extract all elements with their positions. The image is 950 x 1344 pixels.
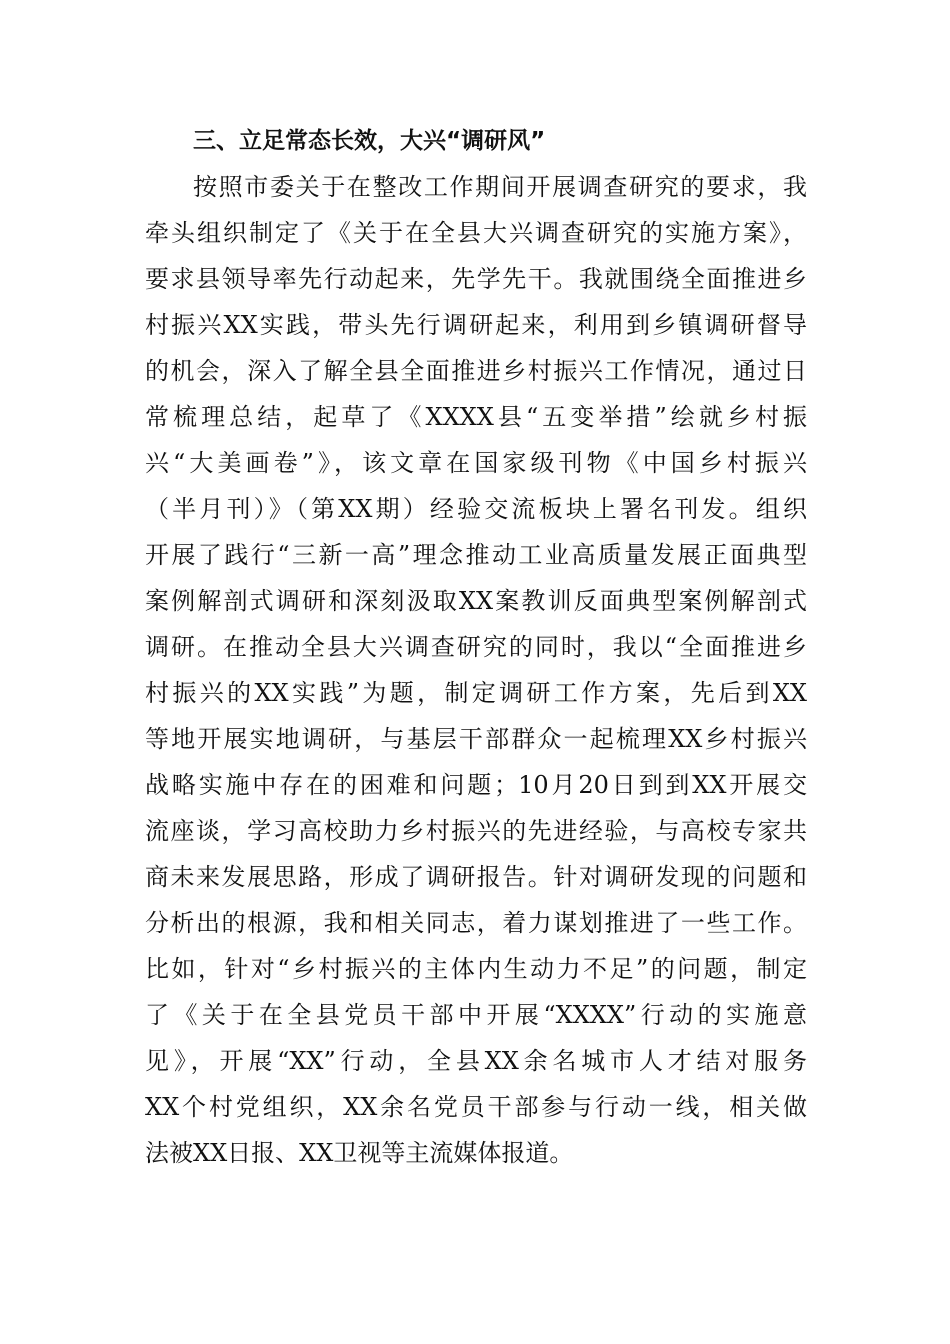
paragraph-line: 村振兴XX实践，带头先行调研起来，利用到乡镇调研督导 <box>145 311 807 339</box>
paragraph-line: 案例解剖式调研和深刻汲取XX案教训反面典型案例解剖式 <box>145 587 807 615</box>
paragraph-line: 商未来发展思路，形成了调研报告。针对调研发现的问题和 <box>145 863 807 891</box>
paragraph-line: 比如，针对“乡村振兴的主体内生动力不足”的问题，制定 <box>145 955 807 983</box>
paragraph-line: 调研。在推动全县大兴调查研究的同时，我以“全面推进乡 <box>145 633 807 661</box>
paragraph-line: 常梳理总结，起草了《XXXX县“五变举措”绘就乡村振 <box>145 403 807 431</box>
paragraph-line: 村振兴的XX实践”为题，制定调研工作方案，先后到XX <box>145 679 807 707</box>
paragraph-line: （半月刊）》（第XX期）经验交流板块上署名刊发。组织 <box>145 495 807 523</box>
document-content <box>145 118 807 1176</box>
paragraph-line: 分析出的根源，我和相关同志，着力谋划推进了一些工作。 <box>145 909 807 937</box>
paragraph-line: 的机会，深入了解全县全面推进乡村振兴工作情况，通过日 <box>145 357 807 385</box>
paragraph-line: 法被XX日报、XX卫视等主流媒体报道。 <box>145 1139 574 1167</box>
paragraph-line: 兴“大美画卷”》，该文章在国家级刊物《中国乡村振兴 <box>145 449 807 477</box>
paragraph-line: 开展了践行“三新一高”理念推动工业高质量发展正面典型 <box>145 541 807 569</box>
paragraph-line: 按照市委关于在整改工作期间开展调查研究的要求，我 <box>193 173 807 201</box>
paragraph-line: XX个村党组织，XX余名党员干部参与行动一线，相关做 <box>145 1093 807 1121</box>
paragraph-line: 要求县领导率先行动起来，先学先干。我就围绕全面推进乡 <box>145 265 807 293</box>
paragraph-line: 战略实施中存在的困难和问题；10月20日到到XX开展交 <box>145 771 807 799</box>
paragraph-line: 牵头组织制定了《关于在全县大兴调查研究的实施方案》， <box>145 219 807 247</box>
paragraph-line: 等地开展实地调研，与基层干部群众一起梳理XX乡村振兴 <box>145 725 807 753</box>
paragraph-line: 流座谈，学习高校助力乡村振兴的先进经验，与高校专家共 <box>145 817 807 845</box>
body-paragraph <box>145 164 807 1176</box>
paragraph-line: 了《关于在全县党员干部中开展“XXXX”行动的实施意 <box>145 1001 807 1029</box>
paragraph-line: 见》，开展“XX”行动，全县XX余名城市人才结对服务 <box>145 1047 807 1075</box>
section-heading: 三、立足常态长效，大兴“调研风” <box>193 128 546 154</box>
